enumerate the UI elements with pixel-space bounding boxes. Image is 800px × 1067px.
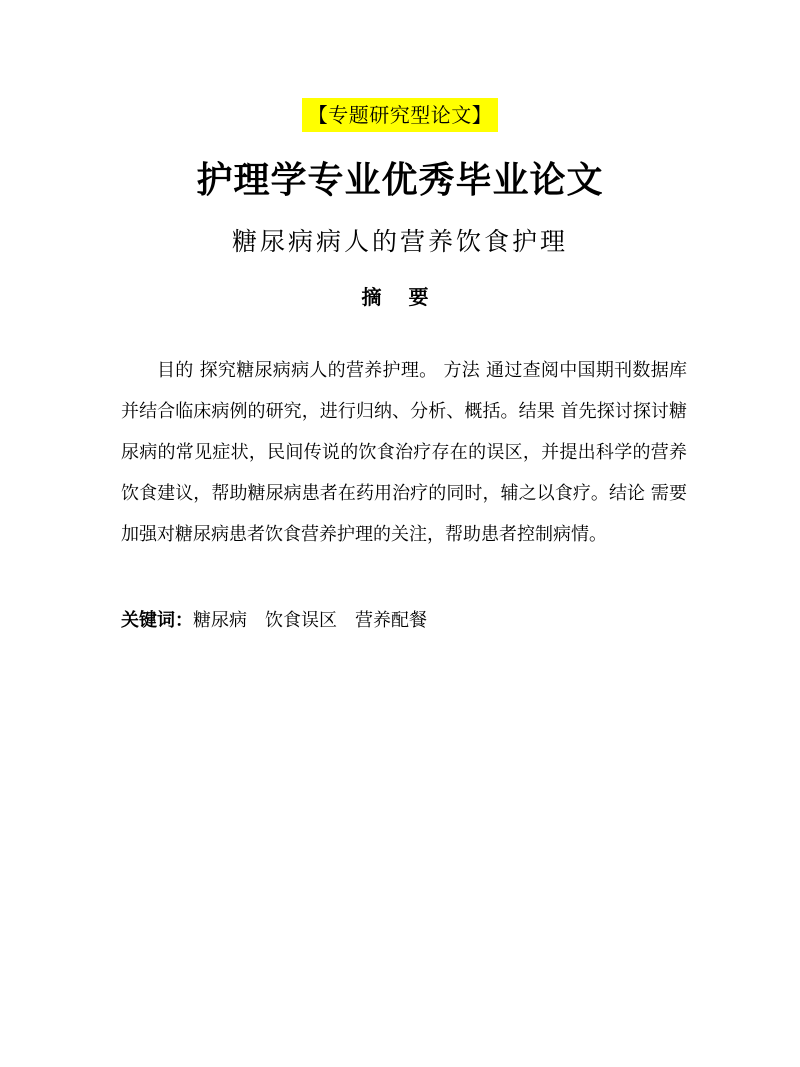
main-title: 护理学专业优秀毕业论文 — [196, 160, 604, 201]
abstract-body: 目的 探究糖尿病病人的营养护理。 方法 通过查阅中国期刊数据库并结合临床病例的研究，进行归纳、分析、概括。结果 首先探讨探讨糖尿病的常见症状，民间传说的饮食治疗存在的误区，并提出科学的营养饮食建议，帮助糖尿病患者在药用治疗的同时，辅之以食疗。结论 需要加强对糖尿病患者饮食营养护理的关注，帮助患者控制病情。 — [121, 360, 687, 545]
keywords-line — [121, 600, 687, 641]
abstract-heading: 摘 要 — [361, 285, 439, 309]
keyword-item: 饮食误区 — [265, 610, 337, 631]
paper-type-tag-wrap — [0, 98, 800, 132]
paper-subtitle: 糖尿病病人的营养饮食护理 — [231, 227, 568, 256]
keyword-item: 营养配餐 — [355, 610, 427, 631]
paper-type-tag: 【专题研究型论文】 — [302, 98, 499, 132]
keyword-item: 糖尿病 — [193, 610, 247, 631]
keywords-label: 关键词： — [121, 610, 193, 631]
